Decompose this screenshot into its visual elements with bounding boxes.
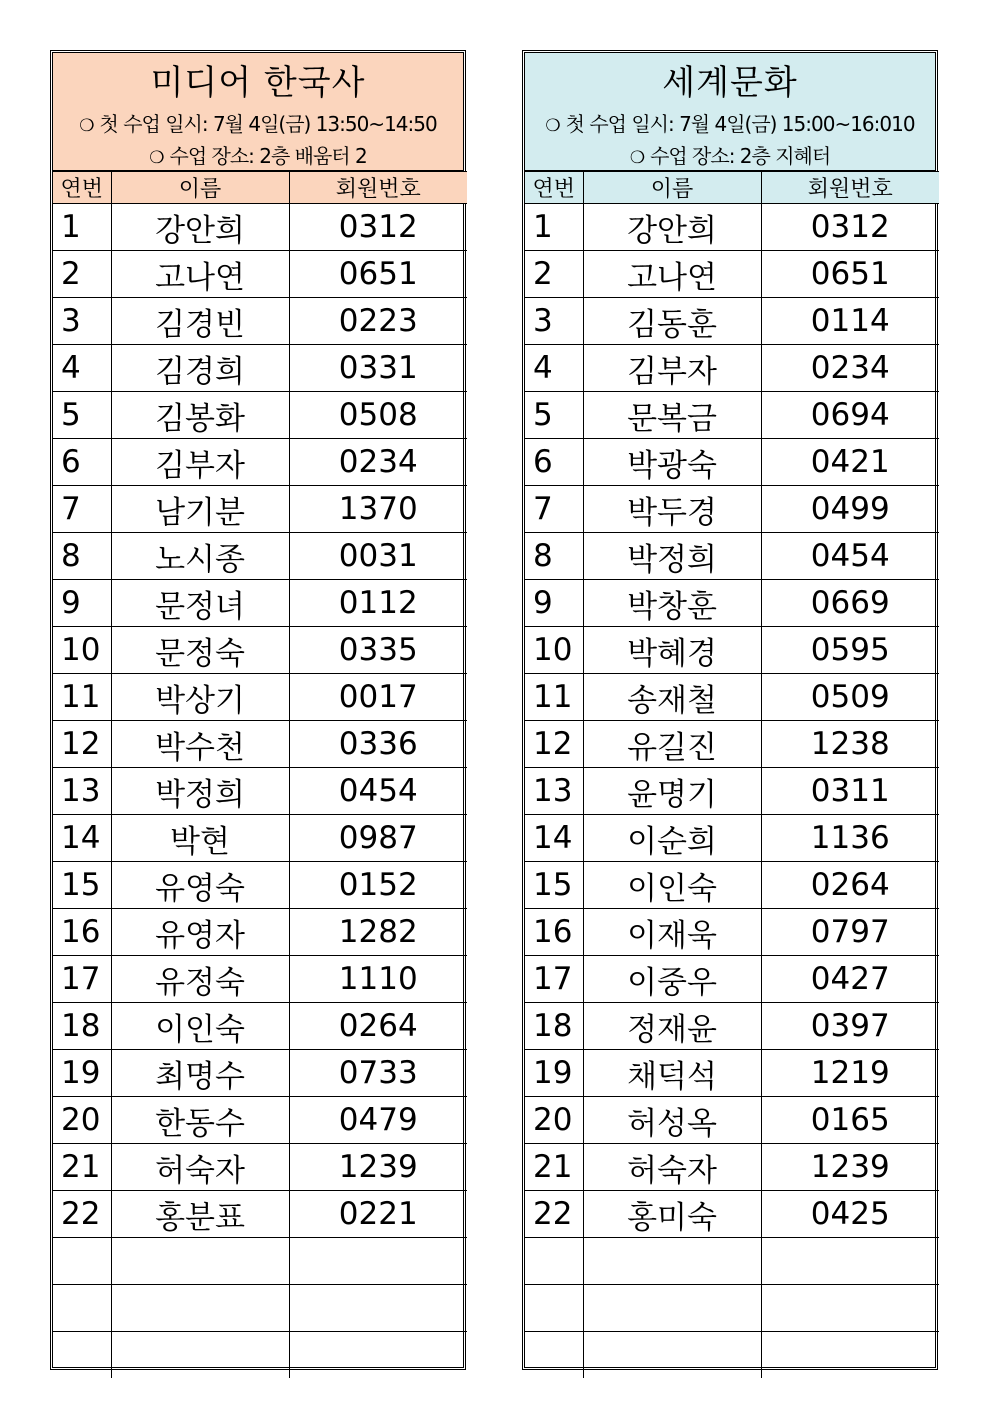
member-name: 문정숙	[111, 627, 289, 674]
row-number: 20	[525, 1097, 583, 1144]
member-number: 1239	[289, 1144, 467, 1191]
row-number: 17	[53, 956, 111, 1003]
row-number: 11	[53, 674, 111, 721]
member-name: 이재욱	[583, 909, 761, 956]
table-row	[53, 956, 467, 1003]
member-number: 0223	[289, 298, 467, 345]
row-number: 7	[525, 486, 583, 533]
member-name: 고나연	[111, 251, 289, 298]
member-number	[761, 1285, 939, 1332]
row-number: 2	[53, 251, 111, 298]
member-number: 0733	[289, 1050, 467, 1097]
table-row	[53, 768, 467, 815]
column-header-no: 연번	[53, 172, 111, 204]
row-number: 14	[525, 815, 583, 862]
row-number: 20	[53, 1097, 111, 1144]
member-number: 1282	[289, 909, 467, 956]
member-name: 정재윤	[583, 1003, 761, 1050]
member-number: 0651	[761, 251, 939, 298]
member-name	[583, 1285, 761, 1332]
row-number: 22	[525, 1191, 583, 1238]
member-number: 0331	[289, 345, 467, 392]
member-name: 김경빈	[111, 298, 289, 345]
member-number: 0264	[289, 1003, 467, 1050]
table-row	[525, 862, 939, 909]
member-number: 0234	[761, 345, 939, 392]
member-number: 0508	[289, 392, 467, 439]
row-number: 16	[53, 909, 111, 956]
row-number: 12	[53, 721, 111, 768]
member-number: 0595	[761, 627, 939, 674]
table-row	[525, 1003, 939, 1050]
member-number: 1238	[761, 721, 939, 768]
row-number	[53, 1332, 111, 1379]
table-row	[53, 1097, 467, 1144]
table-row	[53, 909, 467, 956]
member-name	[111, 1285, 289, 1332]
member-name: 김봉화	[111, 392, 289, 439]
member-name: 노시종	[111, 533, 289, 580]
member-name: 김부자	[111, 439, 289, 486]
row-number: 4	[525, 345, 583, 392]
table-row	[53, 204, 467, 251]
member-name: 남기분	[111, 486, 289, 533]
member-number: 0336	[289, 721, 467, 768]
member-name: 이인숙	[583, 862, 761, 909]
member-number: 0421	[761, 439, 939, 486]
table-row	[525, 627, 939, 674]
member-number: 0114	[761, 298, 939, 345]
table-row	[53, 627, 467, 674]
table-row	[53, 251, 467, 298]
row-number: 21	[525, 1144, 583, 1191]
member-number: 0479	[289, 1097, 467, 1144]
class-title: 미디어 한국사	[150, 63, 366, 103]
member-number	[761, 1332, 939, 1379]
member-name: 박광숙	[583, 439, 761, 486]
member-name: 홍분표	[111, 1191, 289, 1238]
table-row	[53, 721, 467, 768]
member-name	[111, 1332, 289, 1379]
table-row	[525, 533, 939, 580]
table-row	[525, 439, 939, 486]
column-header-name: 이름	[111, 172, 289, 204]
table-row	[525, 486, 939, 533]
member-number: 0425	[761, 1191, 939, 1238]
table-header-row	[525, 172, 939, 204]
row-number	[525, 1332, 583, 1379]
class-header	[53, 53, 463, 171]
member-name: 최명수	[111, 1050, 289, 1097]
member-name: 강안희	[583, 204, 761, 251]
circle-bullet-icon: ❍	[629, 148, 645, 168]
member-name	[583, 1238, 761, 1285]
column-header-no: 연번	[525, 172, 583, 204]
table-row	[525, 956, 939, 1003]
member-name: 박정희	[111, 768, 289, 815]
member-name: 박현	[111, 815, 289, 862]
table-row	[525, 1332, 939, 1379]
member-name: 허숙자	[111, 1144, 289, 1191]
row-number: 4	[53, 345, 111, 392]
member-name: 이중우	[583, 956, 761, 1003]
member-name: 홍미숙	[583, 1191, 761, 1238]
row-number: 6	[525, 439, 583, 486]
row-number: 21	[53, 1144, 111, 1191]
member-name: 허성옥	[583, 1097, 761, 1144]
member-name: 고나연	[583, 251, 761, 298]
class-location: ❍ 수업 장소: 2층 지혜터	[629, 144, 831, 168]
member-number: 0499	[761, 486, 939, 533]
table-row	[525, 721, 939, 768]
table-row	[53, 392, 467, 439]
row-number: 19	[525, 1050, 583, 1097]
table-row	[53, 580, 467, 627]
member-number: 0312	[289, 204, 467, 251]
row-number: 18	[525, 1003, 583, 1050]
row-number: 13	[53, 768, 111, 815]
member-number: 0987	[289, 815, 467, 862]
table-row	[53, 1003, 467, 1050]
row-number: 3	[53, 298, 111, 345]
member-name: 박상기	[111, 674, 289, 721]
member-number: 1239	[761, 1144, 939, 1191]
table-row	[525, 251, 939, 298]
row-number	[53, 1285, 111, 1332]
row-number: 1	[53, 204, 111, 251]
member-name: 유영자	[111, 909, 289, 956]
class-datetime: ❍ 첫 수업 일시: 7월 4일(금) 13:50~14:50	[79, 112, 437, 136]
table-row	[53, 533, 467, 580]
member-number: 0312	[761, 204, 939, 251]
member-number: 0694	[761, 392, 939, 439]
row-number: 10	[53, 627, 111, 674]
member-name: 이순희	[583, 815, 761, 862]
member-number: 0017	[289, 674, 467, 721]
row-number: 3	[525, 298, 583, 345]
member-name: 송재철	[583, 674, 761, 721]
circle-bullet-icon: ❍	[79, 116, 94, 136]
table-row	[53, 1050, 467, 1097]
member-name: 김경희	[111, 345, 289, 392]
row-number: 8	[53, 533, 111, 580]
member-number: 0454	[761, 533, 939, 580]
row-number: 9	[525, 580, 583, 627]
member-name: 박혜경	[583, 627, 761, 674]
member-number: 1110	[289, 956, 467, 1003]
row-number: 9	[53, 580, 111, 627]
row-number	[525, 1238, 583, 1285]
table-row	[53, 486, 467, 533]
row-number	[525, 1285, 583, 1332]
class-location: ❍ 수업 장소: 2층 배움터 2	[149, 144, 367, 168]
circle-bullet-icon: ❍	[149, 148, 164, 168]
row-number: 18	[53, 1003, 111, 1050]
member-number: 0335	[289, 627, 467, 674]
member-number: 1370	[289, 486, 467, 533]
column-header-member-no: 회원번호	[289, 172, 467, 204]
table-row	[53, 298, 467, 345]
member-number: 0165	[761, 1097, 939, 1144]
table-row	[53, 674, 467, 721]
table-row	[525, 1191, 939, 1238]
class-panel-media-korean-history	[50, 50, 466, 1370]
table-row	[525, 909, 939, 956]
member-number	[289, 1238, 467, 1285]
table-row	[53, 815, 467, 862]
member-number: 0427	[761, 956, 939, 1003]
row-number: 8	[525, 533, 583, 580]
table-row	[525, 345, 939, 392]
member-number: 0669	[761, 580, 939, 627]
member-number	[289, 1332, 467, 1379]
row-number: 11	[525, 674, 583, 721]
table-row	[53, 1144, 467, 1191]
table-row	[53, 439, 467, 486]
row-number: 15	[525, 862, 583, 909]
class-header	[525, 53, 935, 171]
member-name: 박수천	[111, 721, 289, 768]
table-header-row	[53, 172, 467, 204]
member-number: 0454	[289, 768, 467, 815]
member-number: 0509	[761, 674, 939, 721]
circle-bullet-icon: ❍	[545, 116, 560, 136]
member-number: 0234	[289, 439, 467, 486]
member-name	[111, 1238, 289, 1285]
member-number	[761, 1238, 939, 1285]
member-name: 한동수	[111, 1097, 289, 1144]
member-number: 1219	[761, 1050, 939, 1097]
table-row	[525, 1050, 939, 1097]
table-row	[53, 1191, 467, 1238]
member-name: 강안희	[111, 204, 289, 251]
member-name: 채덕석	[583, 1050, 761, 1097]
roster-table	[525, 171, 939, 1378]
table-row	[53, 345, 467, 392]
member-number: 1136	[761, 815, 939, 862]
row-number: 15	[53, 862, 111, 909]
member-number: 0031	[289, 533, 467, 580]
member-name: 박창훈	[583, 580, 761, 627]
class-panel-world-culture	[522, 50, 938, 1370]
row-number: 12	[525, 721, 583, 768]
member-number: 0112	[289, 580, 467, 627]
table-row	[525, 298, 939, 345]
column-header-name: 이름	[583, 172, 761, 204]
row-number: 6	[53, 439, 111, 486]
row-number: 10	[525, 627, 583, 674]
table-row	[525, 815, 939, 862]
row-number: 19	[53, 1050, 111, 1097]
member-number	[289, 1285, 467, 1332]
row-number: 13	[525, 768, 583, 815]
row-number: 22	[53, 1191, 111, 1238]
row-number: 16	[525, 909, 583, 956]
member-name: 허숙자	[583, 1144, 761, 1191]
row-number: 17	[525, 956, 583, 1003]
member-number: 0152	[289, 862, 467, 909]
member-name: 김부자	[583, 345, 761, 392]
member-name: 유정숙	[111, 956, 289, 1003]
table-row	[525, 674, 939, 721]
table-row	[53, 862, 467, 909]
member-name: 윤명기	[583, 768, 761, 815]
table-row	[53, 1332, 467, 1379]
table-row	[525, 392, 939, 439]
member-name	[583, 1332, 761, 1379]
table-row	[525, 204, 939, 251]
member-number: 0397	[761, 1003, 939, 1050]
table-row	[525, 580, 939, 627]
member-name: 문복금	[583, 392, 761, 439]
member-name: 유영숙	[111, 862, 289, 909]
row-number: 1	[525, 204, 583, 251]
member-number: 0797	[761, 909, 939, 956]
table-row	[53, 1238, 467, 1285]
row-number: 14	[53, 815, 111, 862]
member-name: 문정녀	[111, 580, 289, 627]
table-row	[525, 1238, 939, 1285]
table-row	[525, 1144, 939, 1191]
row-number: 7	[53, 486, 111, 533]
member-name: 박두경	[583, 486, 761, 533]
class-title: 세계문화	[662, 63, 798, 103]
row-number: 5	[525, 392, 583, 439]
row-number: 5	[53, 392, 111, 439]
member-name: 이인숙	[111, 1003, 289, 1050]
member-number: 0311	[761, 768, 939, 815]
column-header-member-no: 회원번호	[761, 172, 939, 204]
table-row	[525, 768, 939, 815]
table-row	[525, 1097, 939, 1144]
member-number: 0651	[289, 251, 467, 298]
table-row	[53, 1285, 467, 1332]
member-number: 0264	[761, 862, 939, 909]
row-number	[53, 1238, 111, 1285]
roster-table	[53, 171, 467, 1378]
member-name: 박정희	[583, 533, 761, 580]
member-name: 유길진	[583, 721, 761, 768]
row-number: 2	[525, 251, 583, 298]
member-number: 0221	[289, 1191, 467, 1238]
table-row	[525, 1285, 939, 1332]
member-name: 김동훈	[583, 298, 761, 345]
class-datetime: ❍ 첫 수업 일시: 7월 4일(금) 15:00~16:010	[545, 112, 915, 136]
